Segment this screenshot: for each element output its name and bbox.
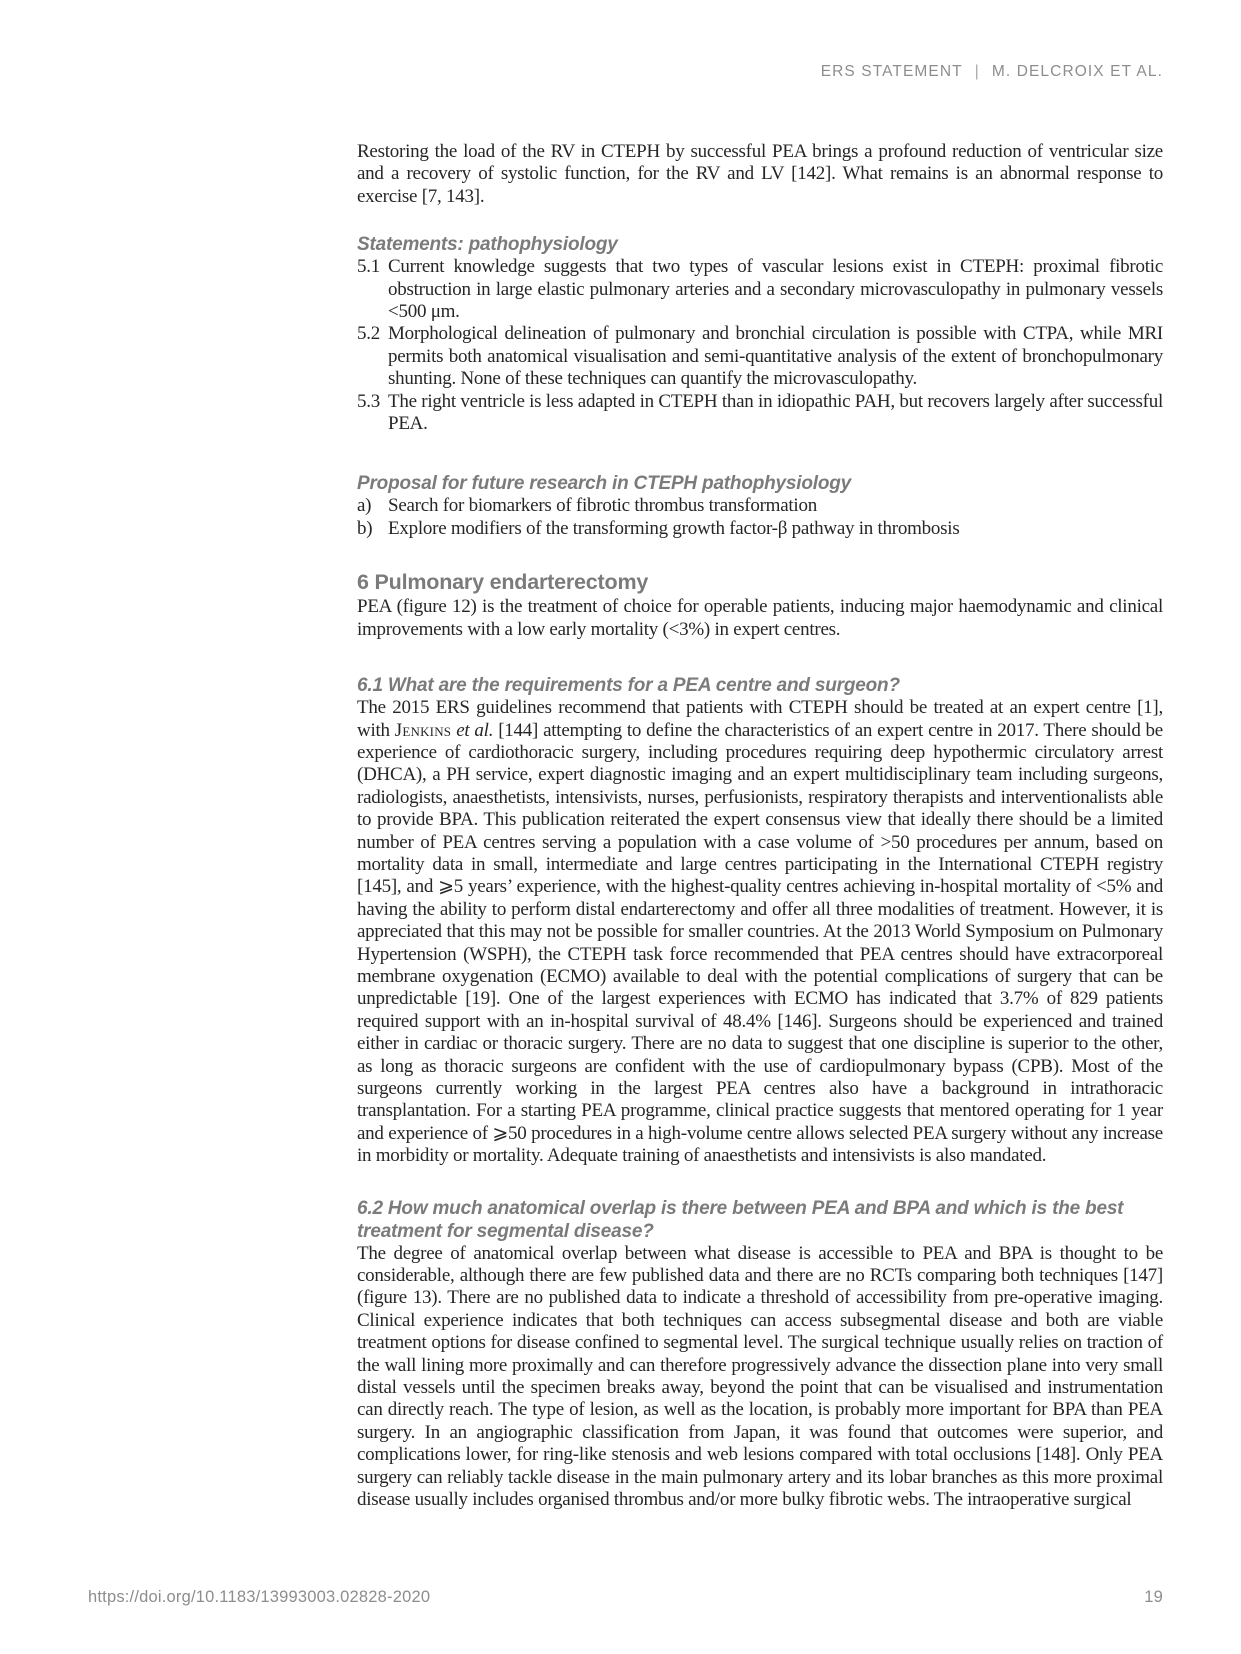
et-al-italic: et al. bbox=[451, 719, 499, 741]
header-authors: M. DELCROIX ET AL. bbox=[991, 63, 1163, 80]
statement-text: Current knowledge suggests that two types of vascular lesions exist in CTEPH: proximal fibrotic obstruction in large elastic pulmonary arteries and a secondary microvasculopathy in pulmonary vessels <500 μm. bbox=[388, 256, 1163, 323]
section-6-1-text-part1: The 2015 ERS guidelines recommend that patients with CTEPH should be treated at an expert centre [1], with bbox=[357, 697, 1163, 741]
statement-number: 5.3 bbox=[357, 390, 380, 412]
footer-doi: https://doi.org/10.1183/13993003.02828-2020 bbox=[88, 1588, 431, 1606]
section-6-intro: PEA (figure 12) is the treatment of choice for operable patients, inducing major haemodynamic and clinical improvements with a low early mortality (<3%) in expert centres. bbox=[357, 596, 1163, 640]
header-separator: | bbox=[974, 63, 980, 80]
proposal-list bbox=[357, 495, 1163, 540]
statements-heading: Statements: pathophysiology bbox=[357, 234, 618, 256]
page-number: 19 bbox=[1144, 1588, 1163, 1606]
section-6-2-heading: 6.2 How much anatomical overlap is there between PEA and BPA and which is the best treatment for segmental disease? bbox=[357, 1197, 1124, 1242]
proposal-text: Explore modifiers of the transforming growth factor-β pathway in thrombosis bbox=[388, 517, 960, 539]
section-6-1-paragraph bbox=[357, 697, 1163, 1168]
proposal-marker: b) bbox=[357, 517, 373, 539]
statement-number: 5.2 bbox=[357, 323, 380, 345]
author-name-smallcaps: Jenkins bbox=[394, 719, 452, 741]
proposal-item bbox=[357, 495, 1163, 517]
statements-list bbox=[357, 256, 1163, 435]
statement-item bbox=[357, 391, 1163, 436]
statement-item bbox=[357, 256, 1163, 323]
section-6-1-heading: 6.1 What are the requirements for a PEA centre and surgeon? bbox=[357, 675, 900, 697]
proposal-marker: a) bbox=[357, 495, 372, 517]
running-title: ERS STATEMENT bbox=[820, 63, 963, 80]
statement-number: 5.1 bbox=[357, 256, 380, 278]
section-6-2-paragraph: The degree of anatomical overlap between what disease is accessible to PEA and BPA is thought to be considerable, although there are few published data and there are no RCTs comparing both techniques [147] (figure 13). There are no published data to indicate a threshold of accessibility from pre-operative imaging. Clinical experience indicates that both techniques can access subsegmental disease and both are viable treatment options for disease confined to segmental level. The surgical technique usually relies on traction of the wall lining more proximally and can therefore progressively advance the dissection plane into very small distal vessels until the specimen breaks away, beyond the point that can be visualised and instrumentation can directly reach. The type of lesion, as well as the location, is probably more important for BPA than PEA surgery. In an angiographic classification from Japan, it was found that outcomes were superior, and complications lower, for ring-like stenosis and web lesions compared with total occlusions [148]. Only PEA surgery can reliably tackle disease in the main pulmonary artery and its lobar branches as this more proximal disease usually includes organised thrombus and/or more bulky fibrotic webs. The intraoperative surgical bbox=[357, 1242, 1163, 1511]
statement-item bbox=[357, 323, 1163, 390]
intro-paragraph: Restoring the load of the RV in CTEPH by successful PEA brings a profound reduction of ventricular size and a recovery of systolic function, for the RV and LV [142]. What remains is an abnormal response to exercise [7, 143]. bbox=[357, 141, 1163, 207]
proposal-heading: Proposal for future research in CTEPH pathophysiology bbox=[357, 473, 852, 495]
section-6-heading: 6 Pulmonary endarterectomy bbox=[357, 570, 649, 595]
section-6-1-text-part2: [144] attempting to define the characteristics of an expert centre in 2017. There should be experience of cardiothoracic surgery, including procedures requiring deep hypothermic circulatory arrest (DHCA), a PH service, expert diagnostic imaging and an expert multidisciplinary team including surgeons, radiologists, anaesthetists, intensivists, nurses, perfusionists, respiratory therapists and interventionalists able to provide BPA. This publication reiterated the expert consensus view that ideally there should be a limited number of PEA centres serving a population with a case volume of >50 procedures per annum, based on mortality data in small, intermediate and large centres participating in the International CTEPH registry [145], and ⩾5 years’ experience, with the highest-quality centres achieving in-hospital mortality of <5% and having the ability to perform distal endarterectomy and offer all three modalities of treatment. However, it is appreciated that this may not be possible for smaller countries. At the 2013 World Symposium on Pulmonary Hypertension (WSPH), the CTEPH task force recommended that PEA centres should have extracorporeal membrane oxygenation (ECMO) available to deal with the potential complications of surgery that can be unpredictable [19]. One of the largest experiences with ECMO has indicated that 3.7% of 829 patients required support with an in-hospital survival of 48.4% [146]. Surgeons should be experienced and trained either in cardiac or thoracic surgery. There are no data to suggest that one discipline is superior to the other, as long as thoracic surgeons are confident with the use of cardiopulmonary bypass (CPB). Most of the surgeons currently working in the largest PEA centres also have a background in intrathoracic transplantation. For a starting PEA programme, clinical practice suggests that mentored operating for 1 year and experience of ⩾50 procedures in a high-volume centre allows selected PEA surgery without any increase in morbidity or mortality. Adequate training of anaesthetists and intensivists is also mandated. bbox=[357, 719, 1163, 1167]
statement-text: The right ventricle is less adapted in CTEPH than in idiopathic PAH, but recovers largely after successful PEA. bbox=[388, 390, 1163, 435]
statement-text: Morphological delineation of pulmonary and bronchial circulation is possible with CTPA, while MRI permits both anatomical visualisation and semi-quantitative analysis of the extent of bronchopulmonary shunting. None of these techniques can quantify the microvasculopathy. bbox=[388, 323, 1163, 390]
running-header bbox=[821, 63, 1163, 81]
proposal-text: Search for biomarkers of fibrotic thrombus transformation bbox=[388, 495, 817, 517]
page-body bbox=[357, 141, 1163, 1512]
proposal-item bbox=[357, 518, 1163, 540]
